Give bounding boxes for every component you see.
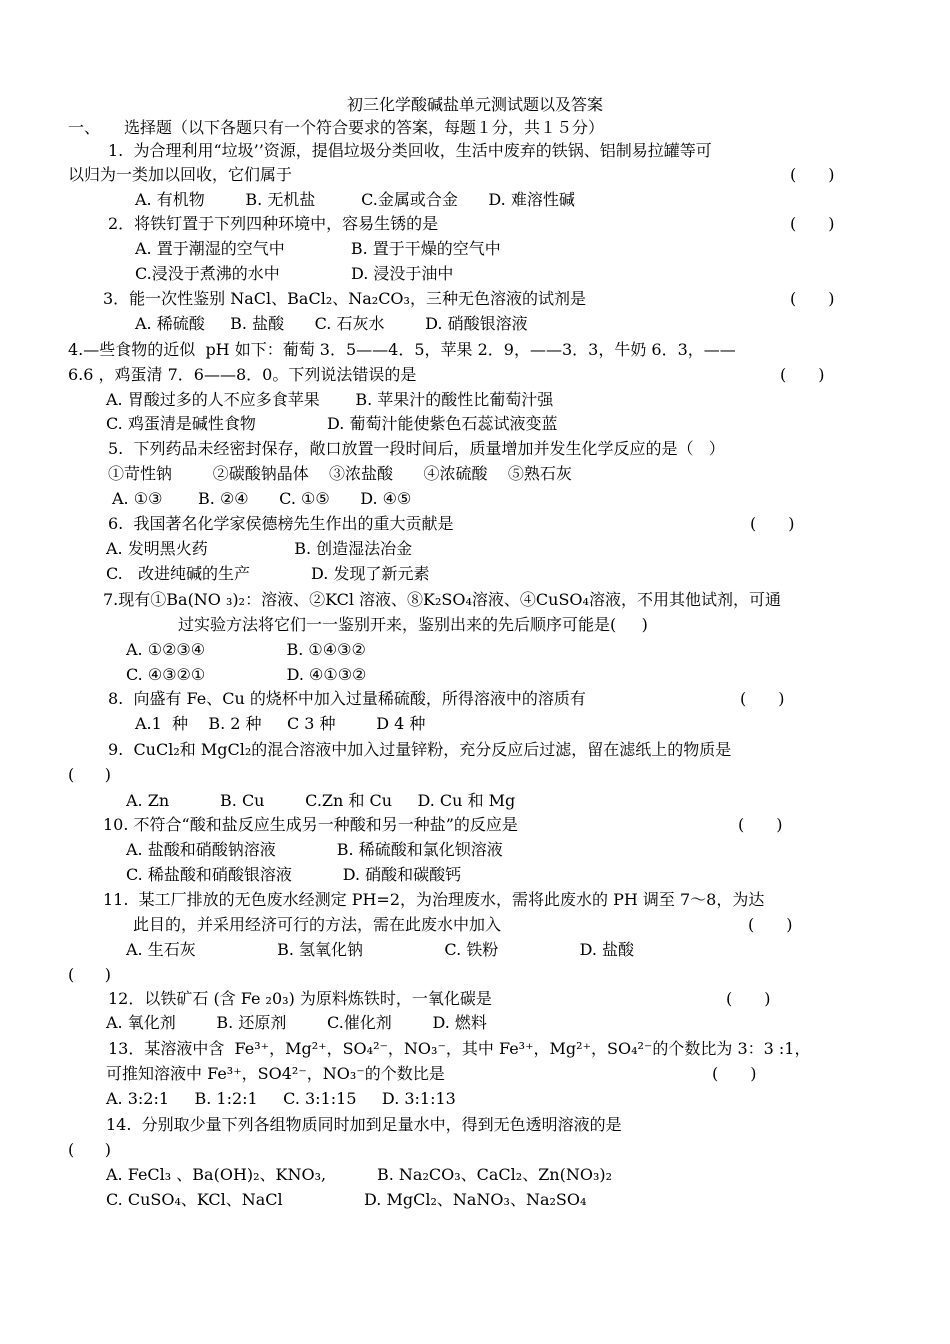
line-q13b: 可推知溶液中 Fe³⁺，SO4²⁻，NO₃⁻的个数比是 xyxy=(106,1064,445,1083)
line-q13o: A. 3:2:1 B. 1:2:1 C. 3:1:15 D. 3:1:13 xyxy=(106,1089,456,1108)
line-q1a: 1. 为合理利用“垃圾’’资源，提倡垃圾分类回收，生活中废弃的铁锅、铝制易拉罐等可 xyxy=(108,141,712,160)
line-q4o2: C. 鸡蛋清是碱性食物 D. 葡萄汁能使紫色石蕊试液变蓝 xyxy=(106,414,558,433)
line-q9p: ( ) xyxy=(68,765,111,784)
answer-blank-p2: ( ) xyxy=(790,214,835,233)
line-q2o1: A. 置于潮湿的空气中 B. 置于干燥的空气中 xyxy=(135,239,501,258)
line-q14o2: C. CuSO₄、KCl、NaCl D. MgCl₂、NaNO₃、Na₂SO₄ xyxy=(106,1190,587,1209)
line-q7o1: A. ①②③④ B. ①④③② xyxy=(126,640,366,659)
answer-blank-p3: ( ) xyxy=(790,289,835,308)
line-q11p: ( ) xyxy=(68,965,111,984)
line-q7o2: C. ④③②① D. ④①③② xyxy=(126,665,367,684)
line-q13a: 13．某溶液中含 Fe³⁺，Mg²⁺，SO₄²⁻，NO₃⁻，其中 Fe³⁺，Mg²⁺，SO₄²⁻的个数比为 3：3 :1， xyxy=(108,1039,811,1058)
line-q4b: 6.6 ，鸡蛋清 7．6——8．0。下列说法错误的是 xyxy=(68,365,417,384)
line-q8: 8. 向盛有 Fe、Cu 的烧杯中加入过量稀硫酸，所得溶液中的溶质有 xyxy=(108,689,586,708)
line-q11o: A. 生石灰 B. 氢氧化钠 C. 铁粉 D. 盐酸 xyxy=(126,940,635,959)
line-q2: 2．将铁钉置于下列四种环境中，容易生锈的是 xyxy=(108,214,439,233)
line-q10: 10. 不符合“酸和盐反应生成另一种酸和另一种盐”的反应是 xyxy=(103,815,518,834)
page-title: 初三化学酸碱盐单元测试题以及答案 xyxy=(346,95,603,114)
line-q3o: A. 稀硫酸 B. 盐酸 C. 石灰水 D. 硝酸银溶液 xyxy=(135,314,528,333)
line-q1b: 以归为一类加以回收，它们属于 xyxy=(68,165,293,184)
answer-blank-p6: ( ) xyxy=(750,514,795,533)
line-q6: 6. 我国著名化学家侯德榜先生作出的重大贡献是 xyxy=(108,514,454,533)
line-q3: 3．能一次性鉴别 NaCl、BaCl₂、Na₂CO₃，三种无色溶液的试剂是 xyxy=(103,289,586,308)
line-q14: 14. 分别取少量下列各组物质同时加到足量水中，得到无色透明溶液的是 xyxy=(106,1115,622,1134)
line-q10o1: A. 盐酸和硝酸钠溶液 B. 稀硫酸和氯化钡溶液 xyxy=(126,840,503,859)
line-q5l: ①苛性钠 ②碳酸钠晶体 ③浓盐酸 ④浓硫酸 ⑤熟石灰 xyxy=(108,464,572,483)
answer-blank-p8: ( ) xyxy=(740,689,785,708)
line-q9: 9. CuCl₂和 MgCl₂的混合溶液中加入过量锌粉，充分反应后过滤，留在滤纸上的物质是 xyxy=(108,740,732,759)
line-q12o: A. 氧化剂 B. 还原剂 C.催化剂 D. 燃料 xyxy=(106,1013,487,1032)
line-q8o: A.1 种 B. 2 种 C 3 种 D 4 种 xyxy=(135,714,426,733)
line-q5o: A. ①③ B. ②④ C. ①⑤ D. ④⑤ xyxy=(112,489,412,508)
line-q6o1: A. 发明黑火药 B. 创造湿法冶金 xyxy=(106,539,413,558)
answer-blank-p10: ( ) xyxy=(738,815,783,834)
line-q1o: A. 有机物 B. 无机盐 C.金属或合金 D. 难溶性碱 xyxy=(135,190,575,209)
answer-blank-p11: ( ) xyxy=(748,915,793,934)
line-q5: 5. 下列药品未经密封保存，敞口放置一段时间后，质量增加并发生化学反应的是（ ） xyxy=(108,439,725,458)
line-q14p: ( ) xyxy=(68,1140,111,1159)
answer-blank-p1: ( ) xyxy=(790,165,835,184)
line-q10o2: C. 稀盐酸和硝酸银溶液 D. 硝酸和碳酸钙 xyxy=(126,865,462,884)
line-q11a: 11. 某工厂排放的无色废水经测定 PH=2，为治理废水，需将此废水的 PH 调至 7～8，为达 xyxy=(103,890,765,909)
line-q4o1: A. 胃酸过多的人不应多食苹果 B. 苹果汁的酸性比葡萄汁强 xyxy=(106,390,554,409)
line-q6o2: C. 改进纯碱的生产 D. 发现了新元素 xyxy=(106,564,430,583)
answer-blank-p4: ( ) xyxy=(780,365,825,384)
line-q4a: 4.—些食物的近似 pH 如下：葡萄 3．5——4．5，苹果 2．9，——3．3，牛奶 6．3，—— xyxy=(68,340,736,359)
line-q7a: 7.现有①Ba(NO ₃)₂：溶液、②KCl 溶液、⑧K₂SO₄溶液、④CuSO₄溶液，不用其他试剂，可通 xyxy=(103,590,781,609)
line-q14o1: A. FeCl₃ 、Ba(OH)₂、KNO₃, B. Na₂CO₃、CaCl₂、Zn(NO₃)₂ xyxy=(106,1165,613,1184)
line-q7b: 过实验方法将它们一一鉴别开来，鉴别出来的先后顺序可能是( ) xyxy=(178,615,648,634)
answer-blank-p12: ( ) xyxy=(726,989,771,1008)
line-q12: 12．以铁矿石 (含 Fe ₂0₃) 为原料炼铁时，一氧化碳是 xyxy=(108,989,492,1008)
line-q11b: 此目的，并采用经济可行的方法，需在此废水中加入 xyxy=(133,915,502,934)
line-q2o2: C.浸没于煮沸的水中 D. 浸没于油中 xyxy=(135,264,454,283)
section-heading: 一、 选择题（以下各题只有一个符合要求的答案，每题１分，共１５分） xyxy=(68,118,605,137)
line-q9o: A. Zn B. Cu C.Zn 和 Cu D. Cu 和 Mg xyxy=(126,791,516,810)
answer-blank-p13: ( ) xyxy=(712,1064,757,1083)
